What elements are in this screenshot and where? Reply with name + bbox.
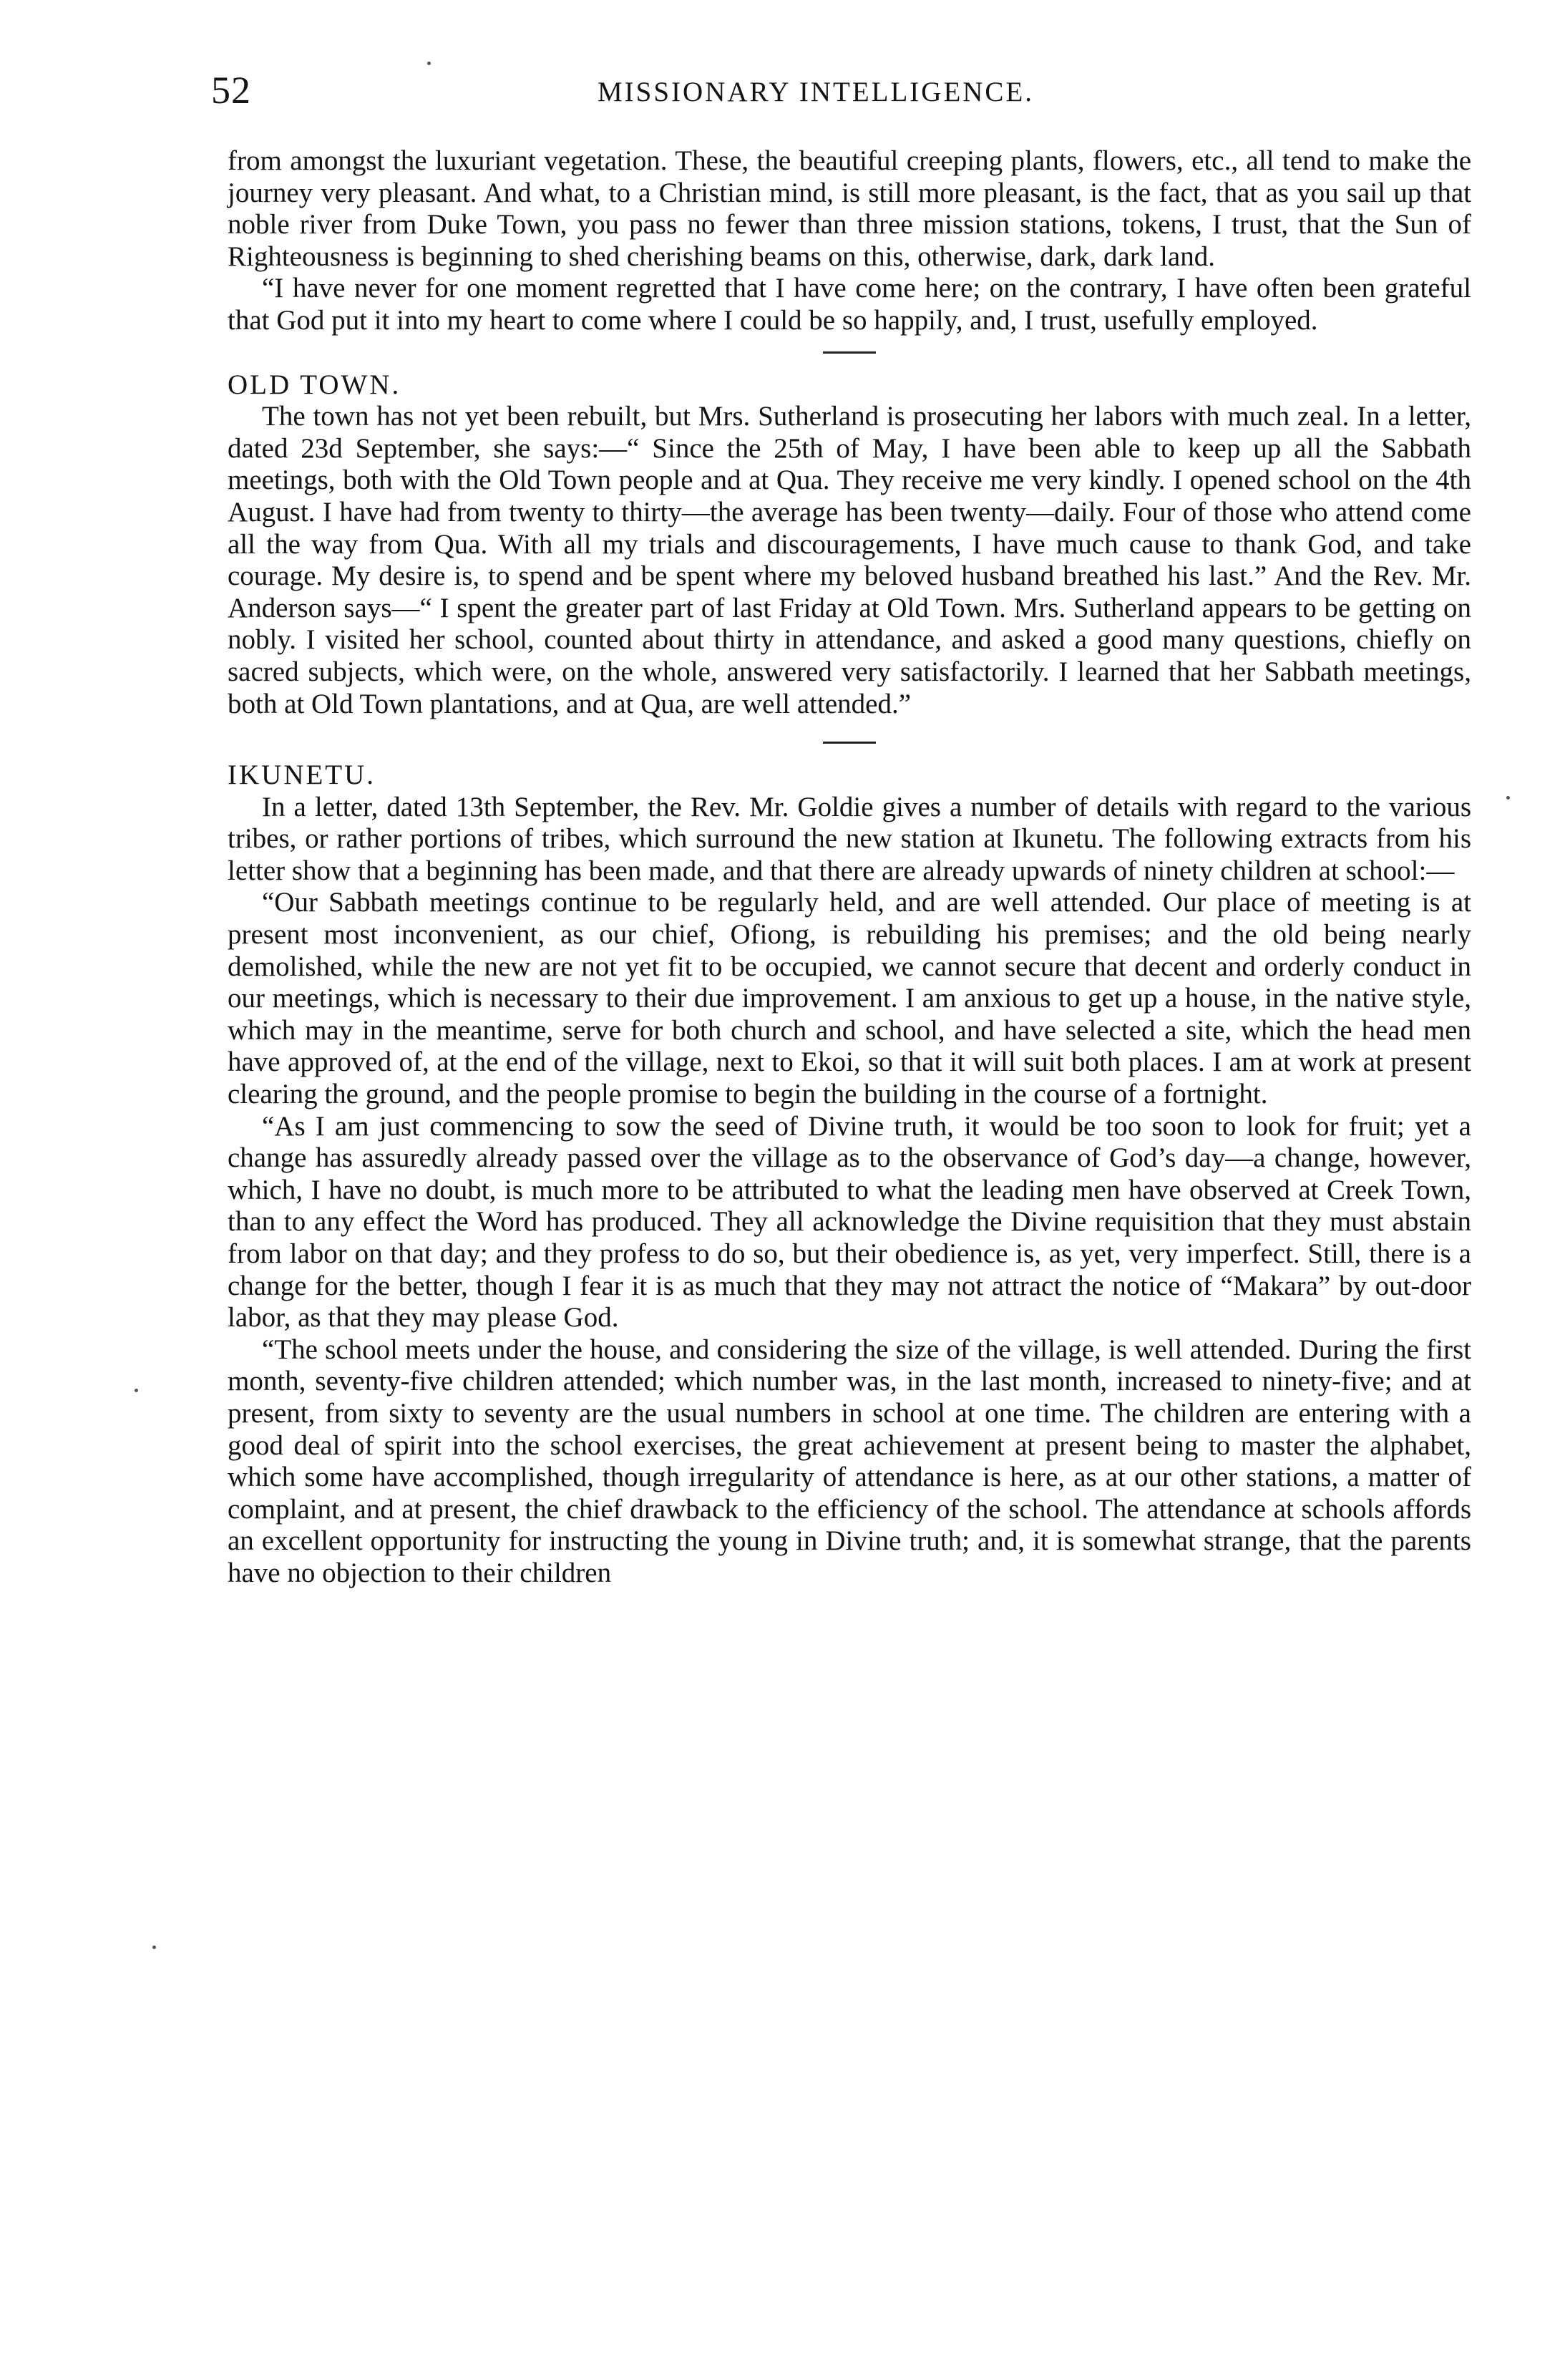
paragraph-divine-truth: “As I am just commencing to sow the seed of Divine truth, it would be too soon to look for fruit; yet a change has assuredly already passed over the village as to the observance of God’s day—a change, however, which, I have no doubt, is much more to be attributed to what the leading men have observed at Creek Town, than to any effect the Word has produced. They all acknowledge the Divine requisition that they must abstain from labor on that day; and they profess to do so, but their obedience is, as yet, very imperfect. Still, there is a change for the better, though I fear it is as much that they may not attract the notice of “Makara” by out-door labor, as that they may please God. (228, 1110, 1471, 1334)
paragraph-school: “The school meets under the house, and considering the size of the village, is well attended. During the first month, seventy-five children attended; which number was, in the last month, increased to ninety-five; and at present, from sixty to seventy are the usual numbers in school at one time. The children are entering with a good deal of spirit into the school exercises, the great achievement at present being to master the alphabet, which some have accomplished, though irregularity of attendance is here, as at our other stations, a matter of complaint, and at present, the chief drawback to the efficiency of the school. The attendance at schools affords an excellent opportunity for instructing the young in Divine truth; and, it is somewhat strange, that the parents have no objection to their children (228, 1334, 1471, 1588)
running-head: MISSIONARY INTELLIGENCE. (598, 77, 1035, 107)
paragraph-old-town: The town has not yet been rebuilt, but Mrs. Sutherland is prosecuting her labors with much zeal. In a letter, dated 23d September, she says:—“ Since the 25th of May, I have been able to keep up all the Sabbath meetings, both with the Old Town people and at Qua. They receive me very kindly. I opened school on the 4th August. I have had from twenty to thirty—the average has been twenty—daily. Four of those who attend come all the way from Qua. With all my trials and discouragements, I have much cause to thank God, and take courage. My desire is, to spend and be spent where my beloved husband breathed his last.” And the Rev. Mr. Anderson says—“ I spent the greater part of last Friday at Old Town. Mrs. Sutherland appears to be getting on nobly. I visited her school, counted about thirty in attendance, and asked a good many questions, chiefly on sacred subjects, which were, on the whole, answered very satisfactorily. I learned that her Sabbath meetings, both at Old Town plantations, and at Qua, are well attended.” (228, 401, 1471, 719)
scan-speck (135, 1389, 138, 1392)
section-divider (823, 742, 876, 744)
scan-speck (427, 62, 431, 65)
page-number: 52 (211, 69, 251, 112)
section-divider (823, 351, 876, 354)
scan-speck (1506, 796, 1510, 800)
page-header (211, 62, 1471, 119)
scan-speck (152, 1946, 156, 1949)
article-body (228, 145, 1471, 1590)
section-heading-ikunetu: IKUNETU. (228, 759, 376, 791)
section-heading-old-town: OLD TOWN. (228, 369, 401, 400)
paragraph-ikunetu-intro: In a letter, dated 13th September, the Rev. Mr. Goldie gives a number of details with regard to the various tribes, or rather portions of tribes, which surround the new station at Ikunetu. The following extracts from his letter show that a beginning has been made, and that there are already upwards of ninety children at school:— (228, 791, 1471, 886)
paragraph-sabbath-meetings: “Our Sabbath meetings continue to be regularly held, and are well attended. Our place of meeting is at present most inconvenient, as our chief, Ofiong, is rebuilding his premises; and the old being nearly demolished, while the new are not yet fit to be occupied, we cannot secure that decent and orderly conduct in our meetings, which is necessary to their due improvement. I am anxious to get up a house, in the native style, which may in the meantime, serve for both church and school, and have selected a site, which the head men have approved of, at the end of the village, next to Ekoi, so that it will suit both places. I am at work at present clearing the ground, and the people promise to begin the building in the course of a fortnight. (228, 887, 1471, 1110)
paragraph-quote: “I have never for one moment regretted that I have come here; on the contrary, I have often been grateful that God put it into my heart to come where I could be so happily, and, I trust, usefully employed. (228, 273, 1471, 336)
paragraph-continuation: from amongst the luxuriant vegetation. These, the beautiful creeping plants, flowers, etc., all tend to make the journey very pleasant. And what, to a Christian mind, is still more pleasant, is the fact, that as you sail up that noble river from Duke Town, you pass no fewer than three mission stations, tokens, I trust, that the Sun of Righteousness is beginning to shed cherishing beams on this, otherwise, dark, dark land. (228, 145, 1471, 272)
